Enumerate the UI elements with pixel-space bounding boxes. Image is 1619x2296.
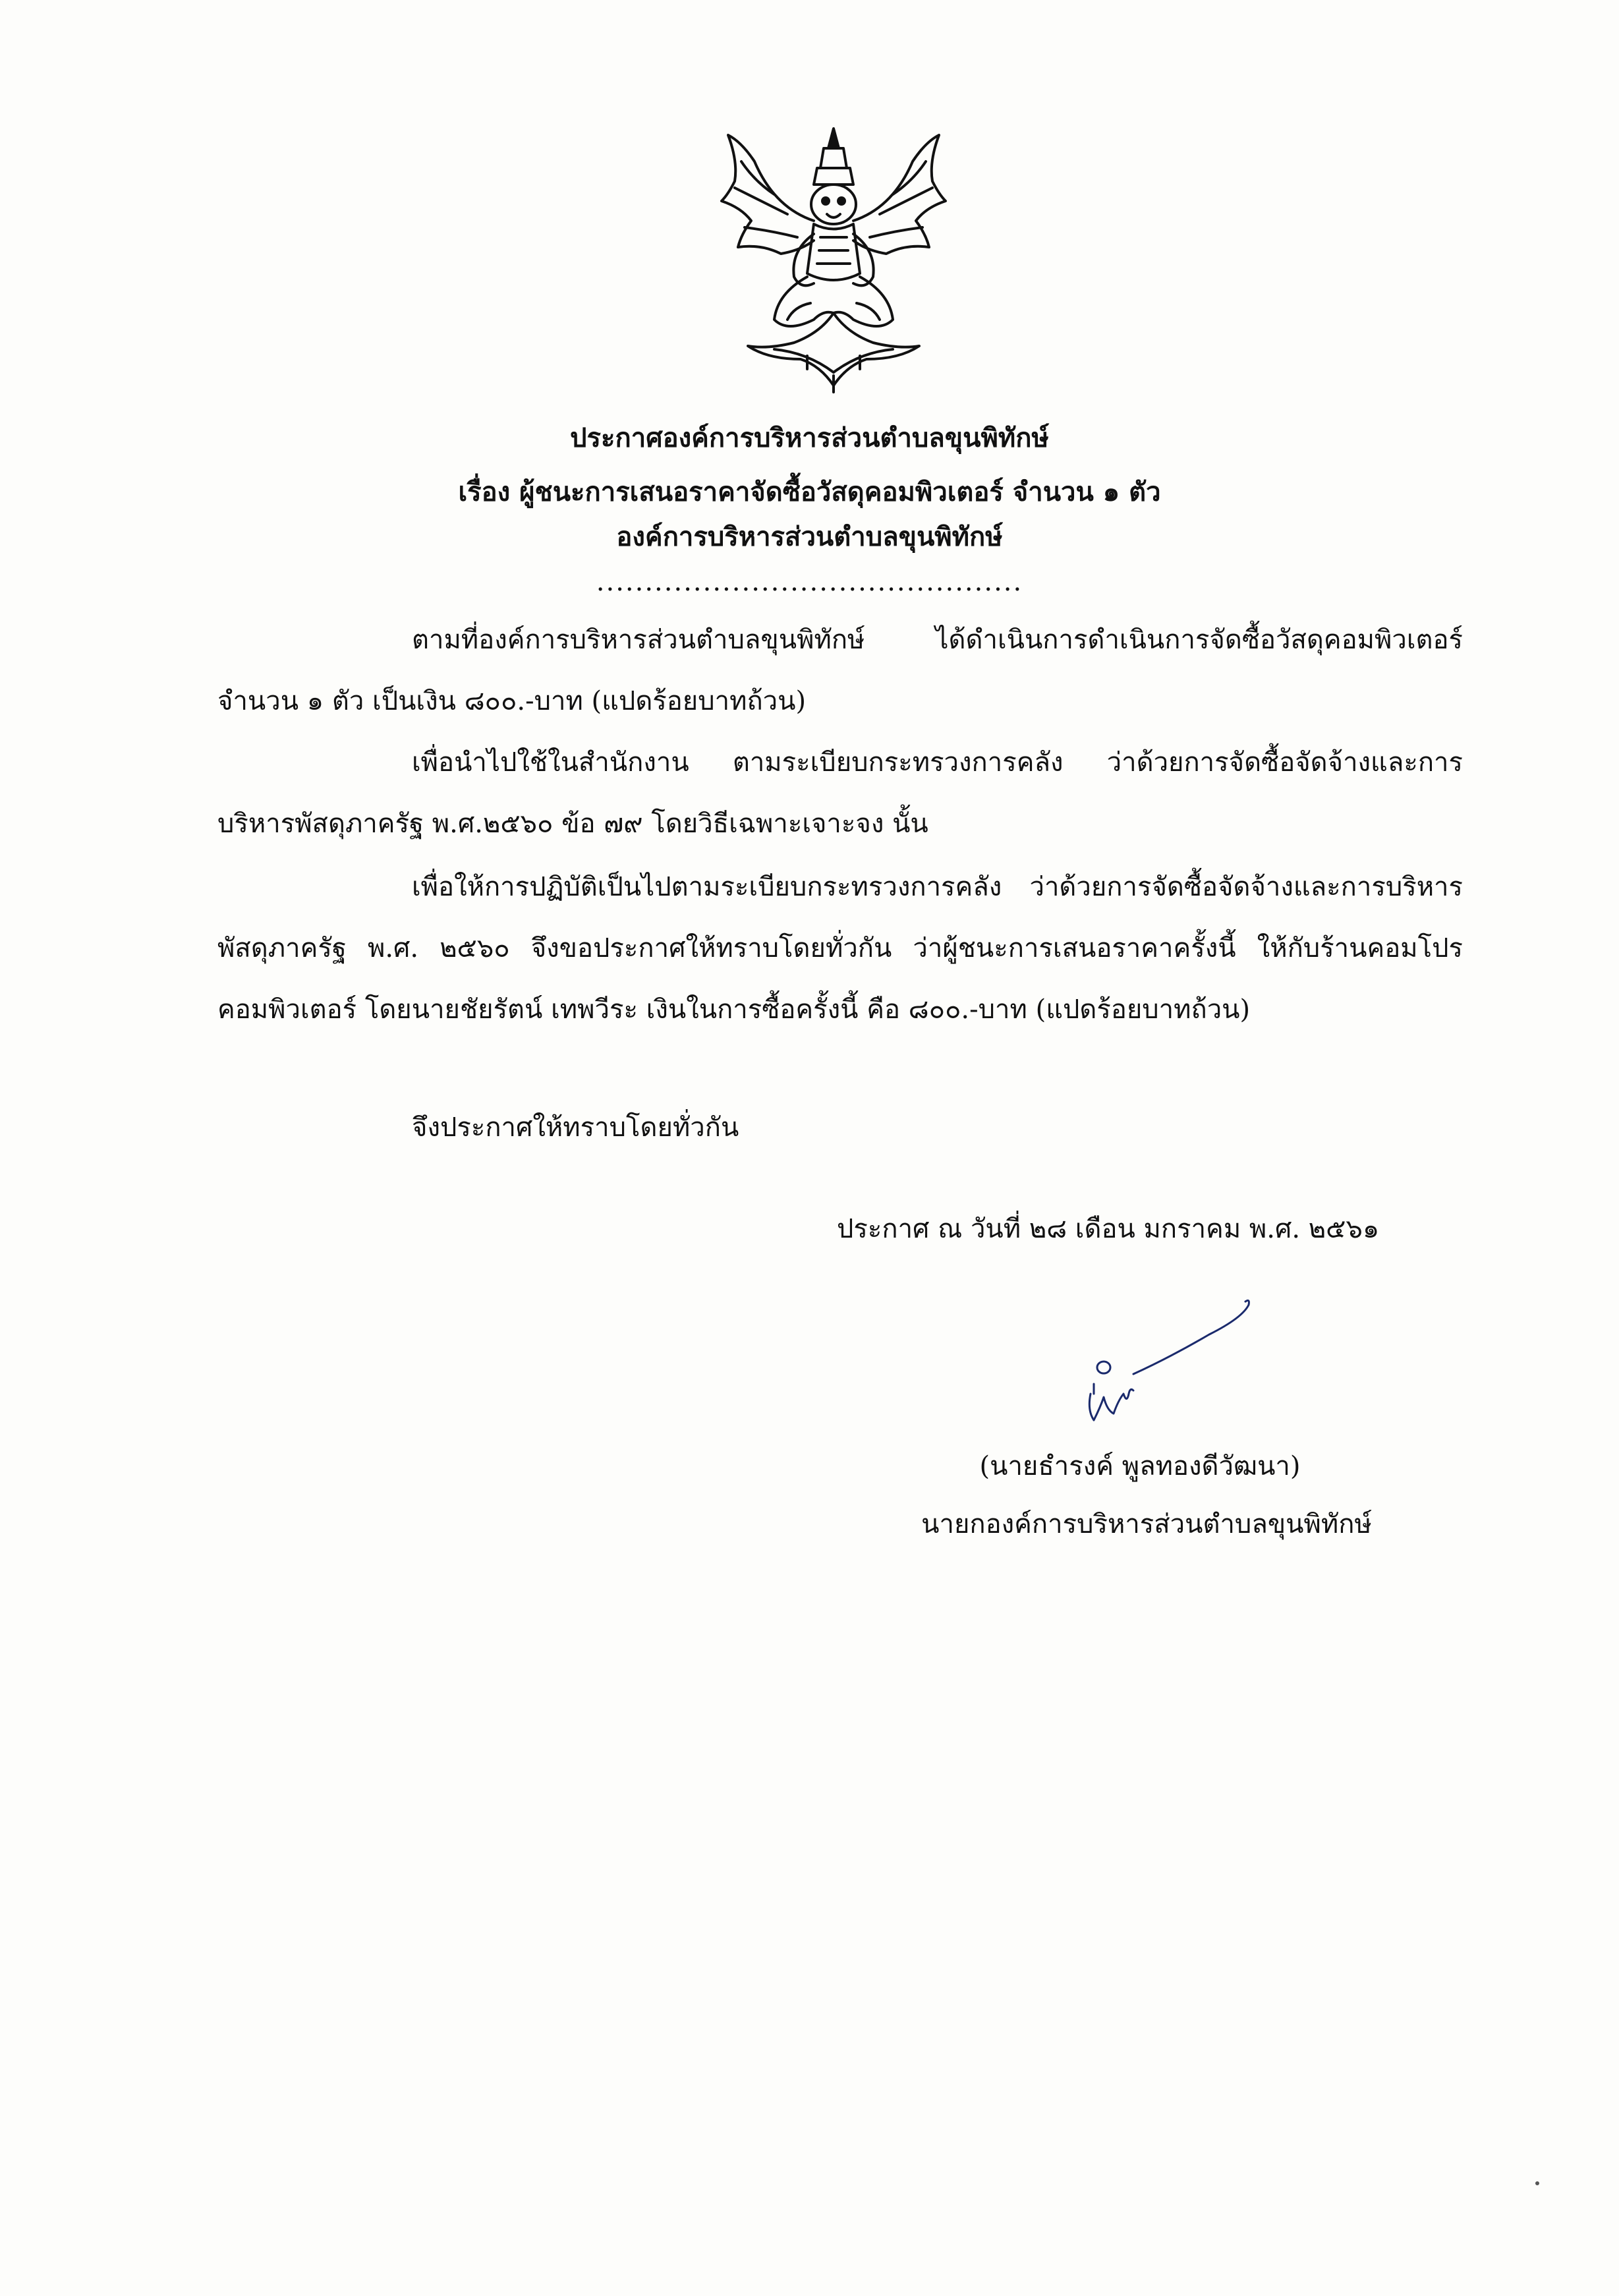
body-paragraph-4: จึงประกาศให้ทราบโดยทั่วกัน — [412, 1112, 739, 1143]
body-paragraph-1-group — [217, 610, 1463, 855]
body-paragraph-1: ตามที่องค์การบริหารส่วนตำบลขุนพิทักษ์ ได้ดำเนินการดำเนินการจัดซื้อวัสดุคอมพิวเตอร์ จำนวน ๑ ตัว เป็นเงิน ๘๐๐.-บาท (แปดร้อยบาทถ้วน) — [217, 625, 1463, 716]
handwritten-signature — [1077, 1295, 1268, 1440]
signatory-name: (นายธำรงค์ พูลทองดีวัฒนา) — [979, 1451, 1301, 1481]
heading-divider: ............................................ — [596, 567, 1023, 597]
body-paragraph-2: เพื่อนำไปใช้ในสำนักงาน ตามระเบียบกระทรวงการคลัง ว่าด้วยการจัดซื้อจัดจ้างและการบริหารพัสดุภาครัฐ พ.ศ.๒๕๖๐ ข้อ ๗๙ โดยวิธีเฉพาะเจาะจง นั้น — [217, 747, 1463, 839]
announcement-subject: เรื่อง ผู้ชนะการเสนอราคาจัดซื้อวัสดุคอมพิวเตอร์ จำนวน ๑ ตัว — [458, 476, 1161, 507]
announcement-issuer: องค์การบริหารส่วนตำบลขุนพิทักษ์ — [616, 521, 1003, 552]
body-paragraph-3: เพื่อให้การปฏิบัติเป็นไปตามระเบียบกระทรวงการคลัง ว่าด้วยการจัดซื้อจัดจ้างและการบริหารพัสดุภาครัฐ พ.ศ. ๒๕๖๐ จึงขอประกาศให้ทราบโดยทั่วกัน ว่าผู้ชนะการเสนอราคาครั้งนี้ ให้กับร้านคอมโปร คอมพิวเตอร์ โดยนายชัยรัตน์ เทพวีระ เงินในการซื้อครั้งนี้ คือ ๘๐๐.-บาท (แปดร้อยบาทถ้วน) — [217, 872, 1463, 1025]
announcement-title: ประกาศองค์การบริหารส่วนตำบลขุนพิทักษ์ — [570, 422, 1049, 453]
announcement-date: ประกาศ ณ วันที่ ๒๘ เดือน มกราคม พ.ศ. ๒๕๖๑ — [837, 1214, 1380, 1244]
scan-speck — [1535, 2181, 1539, 2185]
garuda-emblem — [715, 122, 952, 399]
signatory-title: นายกองค์การบริหารส่วนตำบลขุนพิทักษ์ — [921, 1509, 1372, 1539]
